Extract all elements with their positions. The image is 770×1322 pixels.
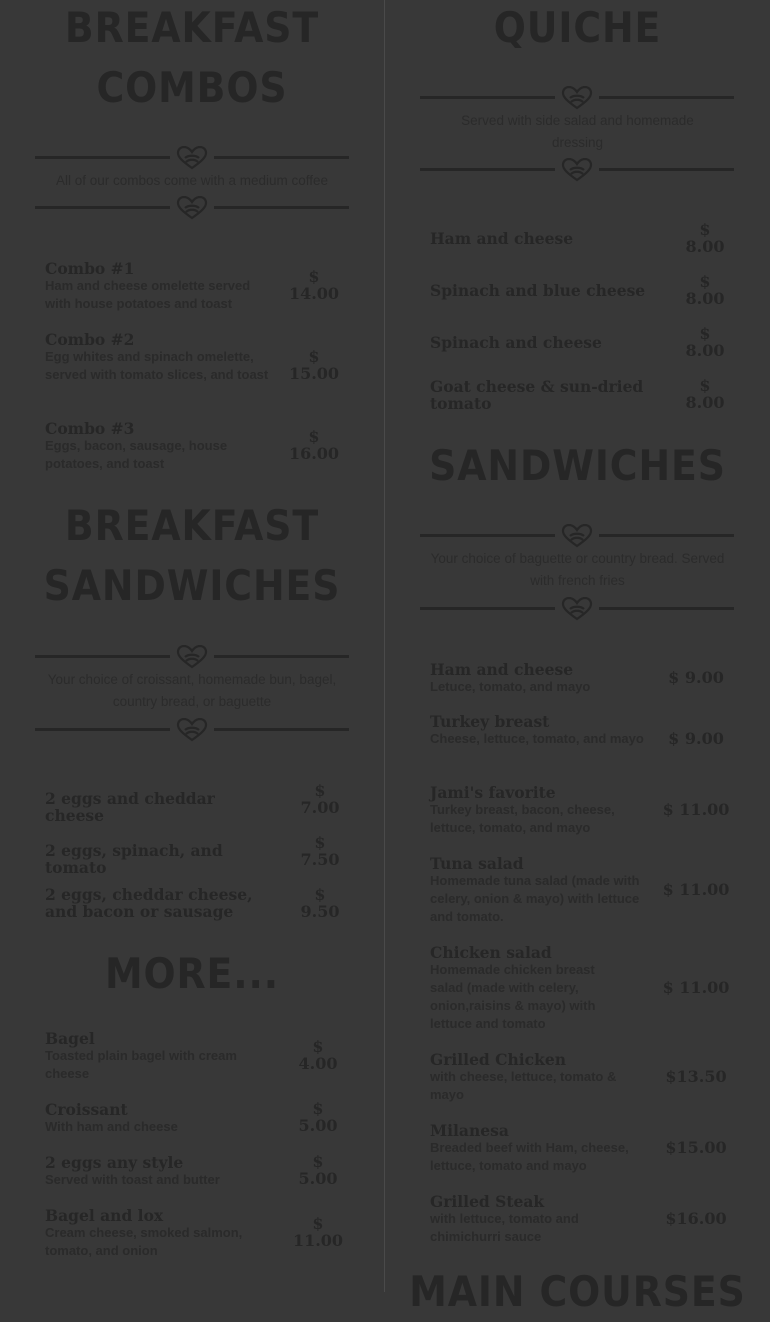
- item-description: with cheese, lettuce, tomato & mayo: [430, 1069, 617, 1102]
- sandwiches-title: SANDWICHES: [429, 441, 726, 490]
- item-price: $ 8.00: [685, 376, 725, 412]
- quiche-subtitle: Served with side salad and homemade dressing: [461, 113, 694, 150]
- item-price: $ 4.00: [298, 1037, 338, 1073]
- item-price: $16.00: [665, 1209, 727, 1228]
- heart-icon: [176, 146, 208, 170]
- breakfast-sandwiches-title-line2: SANDWICHES: [43, 561, 341, 610]
- menu-item: [430, 713, 645, 748]
- item-price: $ 8.00: [685, 272, 725, 308]
- item-name: Turkey breast: [430, 712, 550, 731]
- item-name: Spinach and cheese: [430, 333, 602, 352]
- heart-icon: [561, 597, 593, 621]
- item-description: Cream cheese, smoked salmon, tomato, and onion: [45, 1225, 243, 1258]
- breakfast-sandwiches-title-line1: BREAKFAST: [64, 501, 320, 550]
- ornament-divider: [35, 196, 349, 220]
- menu-item: [430, 661, 645, 696]
- heart-icon: [561, 524, 593, 548]
- item-price: $ 9.00: [668, 668, 724, 687]
- heart-icon: [561, 158, 593, 182]
- menu-item: [430, 1193, 645, 1246]
- item-description: Ham and cheese omelette served with house potatoes and toast: [45, 278, 251, 311]
- menu-item: [45, 1030, 273, 1083]
- menu-item: [45, 886, 280, 920]
- item-price: $ 14.00: [288, 267, 340, 303]
- item-price: $ 9.00: [668, 729, 724, 748]
- item-name: Jami's favorite: [430, 783, 556, 802]
- menu-item: [45, 1101, 273, 1136]
- item-name: Bagel and lox: [45, 1206, 164, 1225]
- menu-item: [430, 784, 645, 837]
- item-description: Served with toast and butter: [45, 1172, 220, 1187]
- ornament-divider: [420, 86, 734, 110]
- menu-item: [430, 334, 650, 351]
- item-price: $ 7.00: [300, 781, 340, 817]
- menu-item: [430, 855, 645, 926]
- menu-item: [45, 1207, 273, 1260]
- ornament-divider: [35, 645, 349, 669]
- item-price: $ 11.00: [292, 1214, 344, 1250]
- menu-item: [430, 1122, 650, 1175]
- quiche-title: QUICHE: [493, 3, 662, 52]
- combos-title-line1: BREAKFAST: [64, 3, 320, 52]
- item-description: Homemade chicken breast salad (made with celery, onion,raisins & mayo) with lettuce and tomato: [430, 962, 596, 1031]
- column-divider: [384, 0, 385, 1292]
- item-price: $ 15.00: [288, 347, 340, 383]
- combos-title-line2: COMBOS: [96, 63, 288, 112]
- menu-item: [45, 260, 273, 313]
- item-description: Letuce, tomato, and mayo: [430, 679, 591, 694]
- item-name: 2 eggs any style: [45, 1153, 184, 1172]
- menu-item: [45, 842, 285, 876]
- item-description: with lettuce, tomato and chimichurri sauce: [430, 1211, 579, 1244]
- ornament-divider: [420, 597, 734, 621]
- item-name: Chicken salad: [430, 943, 552, 962]
- item-description: Turkey breast, bacon, cheese, lettuce, tomato, and mayo: [430, 802, 615, 835]
- menu-item: [430, 378, 645, 412]
- item-name: 2 eggs and cheddar cheese: [45, 789, 215, 825]
- breakfast-sandwiches-subtitle: Your choice of croissant, homemade bun, bagel, country bread, or baguette: [47, 672, 337, 709]
- combos-subtitle: All of our combos come with a medium coffee: [55, 173, 329, 188]
- item-price: $ 11.00: [662, 880, 730, 899]
- item-price: $ 8.00: [685, 220, 725, 256]
- item-name: Ham and cheese: [430, 660, 574, 679]
- item-name: Goat cheese & sun-dried tomato: [430, 377, 644, 413]
- item-description: Toasted plain bagel with cream cheese: [45, 1048, 237, 1081]
- item-price: $ 7.50: [300, 833, 340, 869]
- item-description: Cheese, lettuce, tomato, and mayo: [430, 731, 644, 746]
- menu-item: [45, 331, 273, 384]
- item-price: $13.50: [665, 1067, 727, 1086]
- item-price: $ 9.50: [300, 885, 340, 921]
- item-description: Breaded beef with Ham, cheese, lettuce, tomato and mayo: [430, 1140, 629, 1173]
- item-name: 2 eggs, cheddar cheese, and bacon or sausage: [45, 885, 253, 921]
- menu-item: [45, 420, 273, 473]
- item-name: Grilled Steak: [430, 1192, 545, 1211]
- menu-item: [430, 1051, 645, 1104]
- menu-item: [430, 944, 620, 1033]
- menu-item: [45, 1154, 273, 1189]
- item-description: Eggs, bacon, sausage, house potatoes, and toast: [45, 438, 228, 471]
- item-name: Croissant: [45, 1100, 128, 1119]
- item-name: Ham and cheese: [430, 229, 574, 248]
- sandwiches-subtitle: Your choice of baguette or country bread. Served with french fries: [430, 551, 725, 588]
- item-price: $ 11.00: [662, 800, 730, 819]
- item-name: Combo #1: [45, 259, 135, 278]
- item-description: With ham and cheese: [45, 1119, 178, 1134]
- item-name: Milanesa: [430, 1121, 509, 1140]
- menu-item: [430, 282, 650, 299]
- heart-icon: [561, 86, 593, 110]
- item-name: Spinach and blue cheese: [430, 281, 646, 300]
- item-price: $15.00: [665, 1138, 727, 1157]
- item-description: Homemade tuna salad (made with celery, onion & mayo) with lettuce and tomato.: [430, 873, 640, 924]
- item-price: $ 8.00: [685, 324, 725, 360]
- ornament-divider: [420, 158, 734, 182]
- ornament-divider: [420, 524, 734, 548]
- item-price: $ 5.00: [298, 1099, 338, 1135]
- item-name: Combo #3: [45, 419, 135, 438]
- heart-icon: [176, 196, 208, 220]
- more-title: MORE...: [104, 949, 280, 998]
- item-name: 2 eggs, spinach, and tomato: [45, 841, 223, 877]
- item-name: Tuna salad: [430, 854, 524, 873]
- item-name: Grilled Chicken: [430, 1050, 566, 1069]
- ornament-divider: [35, 146, 349, 170]
- main-courses-title: MAIN COURSES: [409, 1267, 746, 1316]
- menu-item: [430, 230, 650, 247]
- item-name: Combo #2: [45, 330, 135, 349]
- item-price: $ 16.00: [288, 427, 340, 463]
- item-description: Egg whites and spinach omelette, served with tomato slices, and toast: [45, 349, 269, 382]
- heart-icon: [176, 718, 208, 742]
- item-price: $ 5.00: [298, 1152, 338, 1188]
- heart-icon: [176, 645, 208, 669]
- ornament-divider: [35, 718, 349, 742]
- item-price: $ 11.00: [662, 978, 730, 997]
- item-name: Bagel: [45, 1029, 95, 1048]
- menu-item: [45, 790, 273, 824]
